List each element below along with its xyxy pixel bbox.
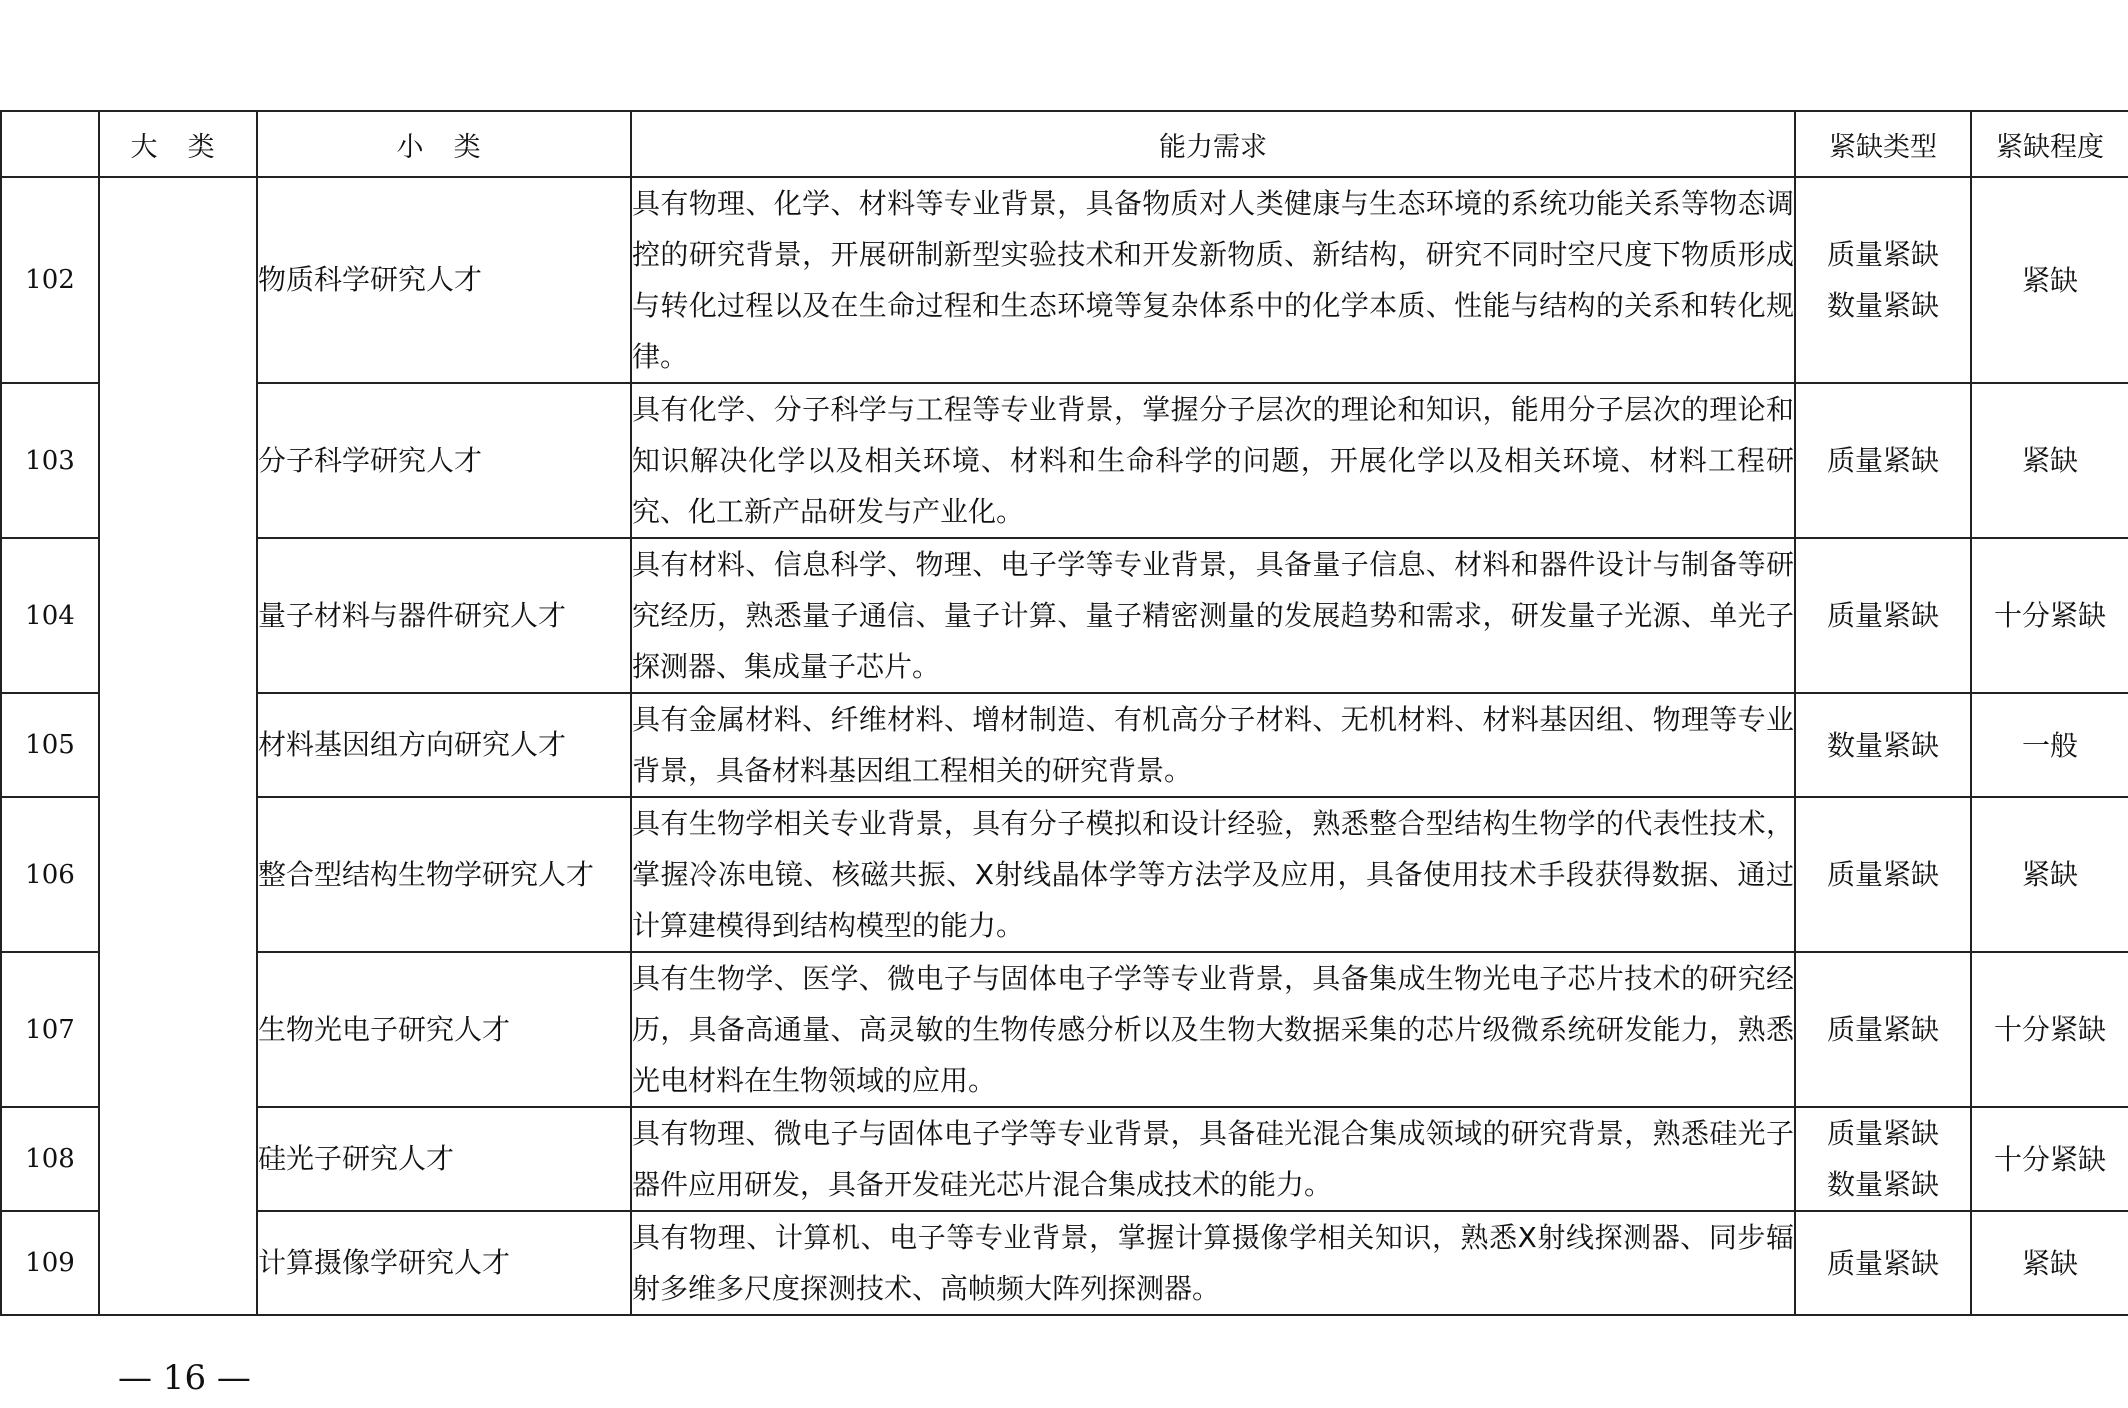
shortage-type: 数量紧缺 xyxy=(1826,728,1939,762)
table-row xyxy=(1,952,2128,1107)
subcategory-cell: 物质科学研究人才 xyxy=(257,177,631,383)
shortage-type-cell xyxy=(1795,538,1971,693)
category-cell xyxy=(99,177,257,1315)
shortage-type: 质量紧缺 xyxy=(1826,858,1939,891)
shortage-level-cell: 十分紧缺 xyxy=(1971,952,2128,1107)
shortage-type: 质量紧缺 xyxy=(1826,1117,1939,1150)
shortage-type: 数量紧缺 xyxy=(1826,289,1939,322)
table-row xyxy=(1,383,2128,538)
table-row xyxy=(1,177,2128,383)
subcategory-cell: 量子材料与器件研究人才 xyxy=(257,538,631,693)
shortage-type-cell xyxy=(1795,383,1971,538)
header-shortage-level: 紧缺程度 xyxy=(1971,111,2128,177)
shortage-type-cell xyxy=(1795,1107,1971,1211)
shortage-type: 质量紧缺 xyxy=(1826,599,1939,632)
requirement-cell: 具有物理、微电子与固体电子学等专业背景，具备硅光混合集成领域的研究背景，熟悉硅光子器件应用研发，具备开发硅光芯片混合集成技术的能力。 xyxy=(631,1107,1795,1211)
table-row xyxy=(1,1107,2128,1211)
shortage-level-cell: 十分紧缺 xyxy=(1971,538,2128,693)
requirement-cell: 具有生物学、医学、微电子与固体电子学等专业背景，具备集成生物光电子芯片技术的研究经历，具备高通量、高灵敏的生物传感分析以及生物大数据采集的芯片级微系统研发能力，熟悉光电材料在生物领域的应用。 xyxy=(631,952,1795,1107)
shortage-level-cell: 一般 xyxy=(1971,693,2128,797)
table-row xyxy=(1,797,2128,952)
header-category: 大 类 xyxy=(99,111,257,177)
row-number: 106 xyxy=(1,797,99,952)
shortage-type-cell xyxy=(1795,177,1971,383)
table-row xyxy=(1,693,2128,797)
subcategory-cell: 硅光子研究人才 xyxy=(257,1107,631,1211)
shortage-type: 质量紧缺 xyxy=(1826,1013,1939,1046)
shortage-type: 质量紧缺 xyxy=(1826,444,1939,477)
subcategory-cell: 材料基因组方向研究人才 xyxy=(257,693,631,797)
requirement-cell: 具有材料、信息科学、物理、电子学等专业背景，具备量子信息、材料和器件设计与制备等研究经历，熟悉量子通信、量子计算、量子精密测量的发展趋势和需求，研发量子光源、单光子探测器、集成量子芯片。 xyxy=(631,538,1795,693)
requirement-cell: 具有化学、分子科学与工程等专业背景，掌握分子层次的理论和知识，能用分子层次的理论和知识解决化学以及相关环境、材料和生命科学的问题，开展化学以及相关环境、材料工程研究、化工新产品研发与产业化。 xyxy=(631,383,1795,538)
requirement-cell: 具有物理、化学、材料等专业背景，具备物质对人类健康与生态环境的系统功能关系等物态调控的研究背景，开展研制新型实验技术和开发新物质、新结构，研究不同时空尺度下物质形成与转化过程以及在生命过程和生态环境等复杂体系中的化学本质、性能与结构的关系和转化规律。 xyxy=(631,177,1795,383)
subcategory-cell: 生物光电子研究人才 xyxy=(257,952,631,1107)
header-shortage-type: 紧缺类型 xyxy=(1795,111,1971,177)
row-number: 103 xyxy=(1,383,99,538)
shortage-type-cell xyxy=(1795,693,1971,797)
row-number: 102 xyxy=(1,177,99,383)
row-number: 107 xyxy=(1,952,99,1107)
header-row xyxy=(1,111,2128,177)
table-row xyxy=(1,538,2128,693)
subcategory-cell: 分子科学研究人才 xyxy=(257,383,631,538)
header-requirement: 能力需求 xyxy=(631,111,1795,177)
shortage-type: 质量紧缺 xyxy=(1826,238,1939,271)
shortage-type-cell xyxy=(1795,797,1971,952)
table-row xyxy=(1,1211,2128,1315)
shortage-level-cell: 紧缺 xyxy=(1971,177,2128,383)
shortage-type: 质量紧缺 xyxy=(1826,1246,1939,1280)
shortage-level-cell: 紧缺 xyxy=(1971,383,2128,538)
shortage-type-cell xyxy=(1795,952,1971,1107)
requirement-cell: 具有金属材料、纤维材料、增材制造、有机高分子材料、无机材料、材料基因组、物理等专业背景，具备材料基因组工程相关的研究背景。 xyxy=(631,693,1795,797)
shortage-level-cell: 紧缺 xyxy=(1971,1211,2128,1315)
header-subcategory: 小 类 xyxy=(257,111,631,177)
requirement-cell: 具有生物学相关专业背景，具有分子模拟和设计经验，熟悉整合型结构生物学的代表性技术，掌握冷冻电镜、核磁共振、X射线晶体学等方法学及应用，具备使用技术手段获得数据、通过计算建模得到结构模型的能力。 xyxy=(631,797,1795,952)
talent-shortage-table xyxy=(0,110,2128,1316)
shortage-level-cell: 十分紧缺 xyxy=(1971,1107,2128,1211)
shortage-type-cell xyxy=(1795,1211,1971,1315)
subcategory-cell: 整合型结构生物学研究人才 xyxy=(257,797,631,952)
row-number: 104 xyxy=(1,538,99,693)
header-no xyxy=(1,111,99,177)
row-number: 105 xyxy=(1,693,99,797)
row-number: 109 xyxy=(1,1211,99,1315)
subcategory-cell: 计算摄像学研究人才 xyxy=(257,1211,631,1315)
page-number: — 16 — xyxy=(118,1358,251,1398)
row-number: 108 xyxy=(1,1107,99,1211)
shortage-level-cell: 紧缺 xyxy=(1971,797,2128,952)
requirement-cell: 具有物理、计算机、电子等专业背景，掌握计算摄像学相关知识，熟悉X射线探测器、同步辐射多维多尺度探测技术、高帧频大阵列探测器。 xyxy=(631,1211,1795,1315)
shortage-type: 数量紧缺 xyxy=(1826,1168,1939,1201)
